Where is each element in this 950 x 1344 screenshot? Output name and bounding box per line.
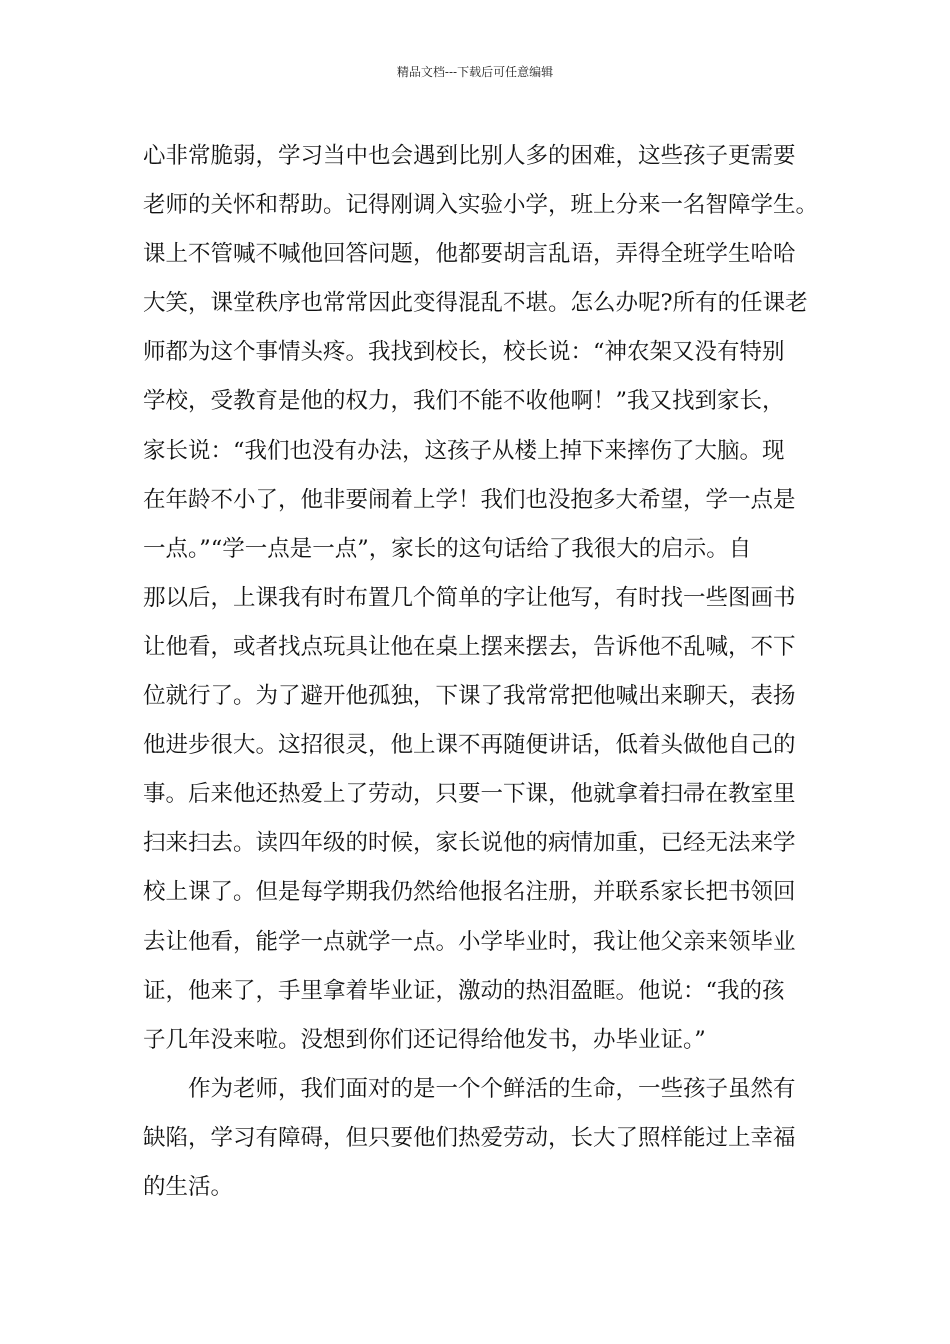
text-line: 大笑，课堂秩序也常常因此变得混乱不堪。怎么办呢?所有的任课老 [143, 290, 808, 317]
text-line: 校上课了。但是每学期我仍然给他报名注册，并联系家长把书领回 [143, 879, 796, 906]
text-line: 他进步很大。这招很灵，他上课不再随便讲话，低着头做他自己的 [143, 732, 796, 759]
page-header: 精品文档---下载后可任意编辑 [396, 65, 554, 79]
text-line: 扫来扫去。读四年级的时候，家长说他的病情加重，已经无法来学 [143, 830, 796, 857]
paragraph-start-line: 作为老师，我们面对的是一个个鲜活的生命，一些孩子虽然有 [188, 1075, 796, 1102]
text-line: 老师的关怀和帮助。记得刚调入实验小学，班上分来一名智障学生。 [143, 192, 819, 219]
text-line: 的生活。 [143, 1173, 234, 1200]
text-line: 心非常脆弱，学习当中也会遇到比别人多的困难，这些孩子更需要 [143, 143, 796, 169]
text-line: 那以后，上课我有时布置几个简单的字让他写，有时找一些图画书 [143, 584, 796, 611]
text-line: 让他看，或者找点玩具让他在桌上摆来摆去，告诉他不乱喊，不下 [143, 633, 796, 660]
text-line: 子几年没来啦。没想到你们还记得给他发书，办毕业证。” [143, 1026, 706, 1053]
text-line: 缺陷，学习有障碍，但只要他们热爱劳动，长大了照样能过上幸福 [143, 1124, 796, 1151]
text-line: 位就行了。为了避开他孤独，下课了我常常把他喊出来聊天，表扬 [143, 683, 796, 710]
text-line: 一点。”“学一点是一点”，家长的这句话给了我很大的启示。自 [143, 535, 752, 562]
text-line: 在年龄不小了，他非要闹着上学！我们也没抱多大希望，学一点是 [143, 486, 796, 513]
text-line: 家长说：“我们也没有办法，这孩子从楼上掉下来摔伤了大脑。现 [143, 437, 785, 464]
text-line: 课上不管喊不喊他回答问题，他都要胡言乱语，弄得全班学生哈哈 [143, 241, 796, 268]
text-line: 学校，受教育是他的权力，我们不能不收他啊！”我又找到家长， [143, 388, 785, 415]
text-line: 去让他看，能学一点就学一点。小学毕业时，我让他父亲来领毕业 [143, 928, 796, 955]
text-line: 证，他来了，手里拿着毕业证，激动的热泪盈眶。他说：“我的孩 [143, 977, 785, 1004]
text-line: 事。后来他还热爱上了劳动，只要一下课，他就拿着扫帚在教室里 [143, 781, 796, 808]
document-body [143, 132, 819, 1212]
text-line: 师都为这个事情头疼。我找到校长，校长说：“神农架又没有特别 [143, 339, 785, 366]
